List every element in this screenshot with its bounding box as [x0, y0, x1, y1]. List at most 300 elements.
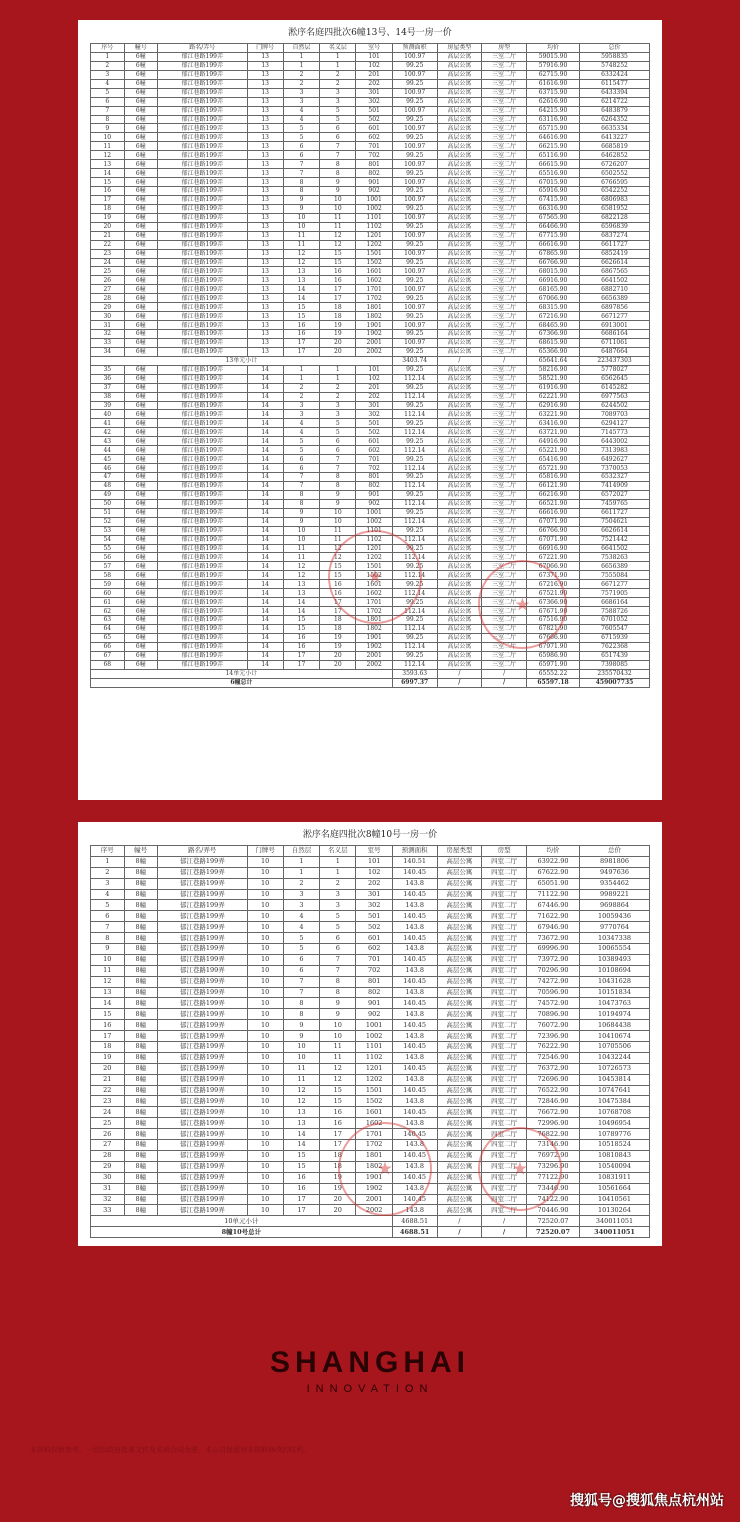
table-cell: 6671277 — [580, 580, 650, 589]
table-cell: 高层公寓 — [437, 911, 482, 922]
table-cell: 高层公寓 — [437, 1009, 482, 1020]
table-cell: 1202 — [356, 553, 392, 562]
table-cell: 1601 — [356, 267, 392, 276]
table-row — [91, 651, 650, 660]
table-cell: 三室二厅 — [482, 52, 527, 61]
table-cell: 14 — [247, 562, 283, 571]
table-cell: 高层公寓 — [437, 562, 482, 571]
table-cell: 三室二厅 — [482, 616, 527, 625]
table-row — [91, 900, 650, 911]
table-cell: 18 — [320, 1161, 356, 1172]
table-cell: 高层公寓 — [437, 70, 482, 79]
table-row — [91, 79, 650, 88]
table-cell: 140.45 — [392, 998, 437, 1009]
table-cell: 8幢 — [124, 1096, 158, 1107]
table-cell: 112.14 — [392, 553, 437, 562]
table-cell: 三室二厅 — [482, 499, 527, 508]
table-cell: 高层公寓 — [437, 517, 482, 526]
table-cell: 12 — [283, 1096, 319, 1107]
table-cell: 2 — [283, 79, 319, 88]
table-cell: 三室二厅 — [482, 553, 527, 562]
table-cell: 67666.90 — [526, 633, 579, 642]
table-cell: 四室二厅 — [482, 911, 527, 922]
table-cell: 57 — [91, 562, 125, 571]
table-cell: 高层公寓 — [437, 464, 482, 473]
table-cell: 6幢 — [124, 571, 158, 580]
table-cell: 9 — [283, 1031, 319, 1042]
table-cell: 1801 — [356, 616, 392, 625]
table-cell: 6幢 — [124, 133, 158, 142]
table-row — [91, 115, 650, 124]
table-cell: 高层公寓 — [437, 933, 482, 944]
table-cell: 13 — [247, 267, 283, 276]
table-cell: 8幢 — [124, 1042, 158, 1053]
table-cell: 99.25 — [392, 365, 437, 374]
table-cell: 四室二厅 — [482, 1172, 527, 1183]
table-cell: 郁江巷路199弄 — [158, 1183, 247, 1194]
table-cell: 郁江巷路199弄 — [158, 61, 247, 70]
table-cell: 143.8 — [392, 878, 437, 889]
table-row — [91, 1042, 650, 1053]
table-cell: 6幢 — [124, 249, 158, 258]
table-cell: 三室二厅 — [482, 142, 527, 151]
table-cell: 6幢 — [124, 419, 158, 428]
table-cell: 1 — [283, 52, 319, 61]
table-cell: 112.14 — [392, 392, 437, 401]
table-cell: 三室二厅 — [482, 580, 527, 589]
table-row — [91, 1205, 650, 1216]
table-cell: 三室二厅 — [482, 285, 527, 294]
table-row — [91, 933, 650, 944]
table-cell: 郁江巷路199弄 — [158, 965, 247, 976]
table-cell: 99.25 — [392, 473, 437, 482]
table-cell: 601 — [356, 933, 392, 944]
table-cell: 高层公寓 — [437, 142, 482, 151]
table-cell: 郁江巷路199弄 — [158, 1205, 247, 1216]
table-cell: 17 — [283, 338, 319, 347]
table-cell: 郁江巷路199弄 — [158, 499, 247, 508]
table-cell: 高层公寓 — [437, 195, 482, 204]
table-cell: 高层公寓 — [437, 1063, 482, 1074]
table-cell: 99.25 — [392, 151, 437, 160]
table-cell: 140.45 — [392, 889, 437, 900]
table-cell: 高层公寓 — [437, 303, 482, 312]
table-cell: 5 — [283, 133, 319, 142]
table-cell: 郁江巷路199弄 — [158, 633, 247, 642]
table-cell: 郁江巷路199弄 — [158, 517, 247, 526]
table-cell: 三室二厅 — [482, 330, 527, 339]
table-cell: 13 — [247, 231, 283, 240]
table-row — [91, 330, 650, 339]
table-row — [91, 553, 650, 562]
table-cell: 三室二厅 — [482, 517, 527, 526]
table-cell: 高层公寓 — [437, 330, 482, 339]
table-cell: 65721.90 — [526, 464, 579, 473]
table-cell: 6581952 — [580, 204, 650, 213]
table-cell: 23 — [91, 249, 125, 258]
table-cell: 62221.90 — [526, 392, 579, 401]
table-cell: 10 — [247, 1009, 283, 1020]
table-cell: 13 — [283, 589, 319, 598]
table-cell: 11 — [320, 222, 356, 231]
table-cell: 三室二厅 — [482, 231, 527, 240]
table-cell: 67015.90 — [526, 178, 579, 187]
table-cell: 8幢 — [124, 1150, 158, 1161]
table-cell: 67565.90 — [526, 213, 579, 222]
table-cell: 22 — [91, 240, 125, 249]
table-cell: 99.25 — [392, 312, 437, 321]
table-cell: 三室二厅 — [482, 97, 527, 106]
table-cell: 12 — [320, 240, 356, 249]
table-cell: 112.14 — [392, 535, 437, 544]
table-cell: 10431628 — [580, 976, 650, 987]
table-cell: 高层公寓 — [437, 642, 482, 651]
table-cell: 郁江巷路199弄 — [158, 437, 247, 446]
table-cell: 13 — [247, 204, 283, 213]
table-cell: 7 — [320, 954, 356, 965]
table-cell: 66766.90 — [526, 526, 579, 535]
table-cell: 郁江巷路199弄 — [158, 428, 247, 437]
table-cell: 2 — [320, 79, 356, 88]
table-cell: 高层公寓 — [437, 889, 482, 900]
table-cell: 郁江巷路199弄 — [158, 1150, 247, 1161]
table-cell: 68 — [91, 660, 125, 669]
table-cell: 143.8 — [392, 965, 437, 976]
table-cell: 65416.90 — [526, 455, 579, 464]
table-cell: 7459765 — [580, 499, 650, 508]
table-cell: 高层公寓 — [437, 526, 482, 535]
table-cell: 302 — [356, 410, 392, 419]
table-cell: 16 — [320, 580, 356, 589]
table-cell: 8幢 — [124, 933, 158, 944]
column-header: 序号 — [91, 44, 125, 53]
table-cell: 9989221 — [580, 889, 650, 900]
table-cell: 65366.90 — [526, 347, 579, 356]
table-cell: 1502 — [356, 571, 392, 580]
table-cell: 10 — [320, 517, 356, 526]
table-row — [91, 383, 650, 392]
table-cell: 14 — [247, 651, 283, 660]
table-cell: 8幢 — [124, 911, 158, 922]
table-cell: 6611727 — [580, 508, 650, 517]
table-cell: 10 — [283, 535, 319, 544]
table-row — [91, 1129, 650, 1140]
table-cell: 901 — [356, 998, 392, 1009]
table-cell: 三室二厅 — [482, 151, 527, 160]
table-cell: 76072.90 — [526, 1020, 579, 1031]
table-cell: 63922.90 — [526, 856, 579, 867]
table-cell: 302 — [356, 97, 392, 106]
table-cell: 1802 — [356, 312, 392, 321]
table-cell: 高层公寓 — [437, 392, 482, 401]
table-cell: 1201 — [356, 1063, 392, 1074]
table-cell: 郁江巷路199弄 — [158, 598, 247, 607]
table-cell: 99.25 — [392, 330, 437, 339]
summary-label: 10单元小计 — [91, 1216, 393, 1227]
table-cell: 67366.90 — [526, 598, 579, 607]
table-cell: 郁江巷路199弄 — [158, 933, 247, 944]
table-cell: 1001 — [356, 1020, 392, 1031]
table-cell: 17 — [283, 347, 319, 356]
table-cell: 11 — [91, 965, 125, 976]
table-cell: 140.45 — [392, 1020, 437, 1031]
table-cell: 13 — [91, 987, 125, 998]
table-cell: 100.97 — [392, 142, 437, 151]
table-cell: 10 — [247, 878, 283, 889]
table-cell: 1701 — [356, 1129, 392, 1140]
table-cell: 高层公寓 — [437, 481, 482, 490]
table-cell: 13 — [91, 160, 125, 169]
table-cell: 6806983 — [580, 195, 650, 204]
table-cell: 10194974 — [580, 1009, 650, 1020]
table-cell: 高层公寓 — [437, 598, 482, 607]
table-cell: 郁江巷路199弄 — [158, 178, 247, 187]
table-cell: 郁江巷路199弄 — [158, 1063, 247, 1074]
table-cell: 302 — [356, 900, 392, 911]
table-cell: 7 — [91, 922, 125, 933]
table-cell: 66215.90 — [526, 142, 579, 151]
table-cell: 13 — [247, 321, 283, 330]
table-cell: 三室二厅 — [482, 571, 527, 580]
table-cell: 2 — [283, 383, 319, 392]
table-cell: 802 — [356, 987, 392, 998]
table-cell: 15 — [320, 562, 356, 571]
table-cell: 高层公寓 — [437, 1172, 482, 1183]
table-cell: 55 — [91, 544, 125, 553]
table-cell: 郁江巷路199弄 — [158, 944, 247, 955]
table-cell: 郁江巷路199弄 — [158, 70, 247, 79]
table-cell: 13 — [283, 1118, 319, 1129]
column-header: 总价 — [580, 846, 650, 857]
table-cell: 11 — [283, 231, 319, 240]
table-cell: 65116.90 — [526, 151, 579, 160]
table-cell: 70896.90 — [526, 1009, 579, 1020]
table-cell: 17 — [91, 1031, 125, 1042]
table-cell: 99.25 — [392, 651, 437, 660]
table-cell: 24 — [91, 1107, 125, 1118]
table-cell: 5 — [320, 922, 356, 933]
table-row — [91, 392, 650, 401]
table-cell: 12 — [283, 249, 319, 258]
table-cell: 6幢 — [124, 392, 158, 401]
table-cell: 6幢 — [124, 151, 158, 160]
summary-total-price: 459007735 — [580, 678, 650, 687]
table-cell: 63721.90 — [526, 428, 579, 437]
table-cell: 6701052 — [580, 616, 650, 625]
table-cell: 7 — [283, 976, 319, 987]
table-cell: 64 — [91, 624, 125, 633]
table-cell: 四室二厅 — [482, 1118, 527, 1129]
column-header: 名义层 — [320, 44, 356, 53]
table-cell: 四室二厅 — [482, 922, 527, 933]
table-cell: 1001 — [356, 508, 392, 517]
table-cell: 3 — [320, 401, 356, 410]
table-cell: 10347338 — [580, 933, 650, 944]
table-cell: 6幢 — [124, 61, 158, 70]
table-cell: 高层公寓 — [437, 178, 482, 187]
table-cell: 10 — [247, 1172, 283, 1183]
table-cell: 11 — [283, 240, 319, 249]
table-cell: 112.14 — [392, 660, 437, 669]
table-row — [91, 998, 650, 1009]
table-cell: 6 — [320, 437, 356, 446]
table-cell: 30 — [91, 312, 125, 321]
table-cell: 12 — [91, 976, 125, 987]
table-cell: 99.25 — [392, 187, 437, 196]
table-cell: 10 — [247, 1074, 283, 1085]
table-cell: 15 — [320, 571, 356, 580]
table-cell: 高层公寓 — [437, 410, 482, 419]
table-cell: 10 — [247, 1118, 283, 1129]
table-cell: 10831911 — [580, 1172, 650, 1183]
table-cell: 6 — [283, 965, 319, 976]
table-cell: 6686164 — [580, 330, 650, 339]
table-cell: 112.14 — [392, 464, 437, 473]
table-row — [91, 473, 650, 482]
table-cell: 1901 — [356, 321, 392, 330]
table-cell: 10 — [247, 1194, 283, 1205]
table-cell: 6幢 — [124, 347, 158, 356]
table-cell: 76672.90 — [526, 1107, 579, 1118]
table-cell: 8幢 — [124, 1205, 158, 1216]
table-cell: 65 — [91, 633, 125, 642]
summary-blank: / — [437, 356, 482, 365]
table-cell: 13 — [283, 276, 319, 285]
table-cell: 53 — [91, 526, 125, 535]
table-cell: 502 — [356, 428, 392, 437]
table-cell: 74122.90 — [526, 1194, 579, 1205]
table-cell: 三室二厅 — [482, 589, 527, 598]
table-cell: 16 — [283, 1172, 319, 1183]
table-row — [91, 204, 650, 213]
total-row — [91, 1227, 650, 1238]
table-cell: 72846.90 — [526, 1096, 579, 1107]
table-cell: 6715939 — [580, 633, 650, 642]
table-cell: 14 — [247, 455, 283, 464]
table-cell: 8 — [283, 499, 319, 508]
table-cell: 10 — [283, 1042, 319, 1053]
table-cell: 6幢 — [124, 374, 158, 383]
table-cell: 高层公寓 — [437, 1107, 482, 1118]
table-row — [91, 151, 650, 160]
table-cell: 高层公寓 — [437, 374, 482, 383]
table-cell: 8幢 — [124, 1052, 158, 1063]
table-cell: 三室二厅 — [482, 455, 527, 464]
table-cell: 高层公寓 — [437, 580, 482, 589]
table-cell: 701 — [356, 954, 392, 965]
table-cell: 140.45 — [392, 867, 437, 878]
table-cell: 高层公寓 — [437, 151, 482, 160]
table-cell: 16 — [91, 187, 125, 196]
table-cell: 8幢 — [124, 1031, 158, 1042]
table-cell: 四室二厅 — [482, 944, 527, 955]
table-cell: 13 — [247, 151, 283, 160]
table-cell: 54 — [91, 535, 125, 544]
table-cell: 7 — [320, 455, 356, 464]
table-cell: 28 — [91, 294, 125, 303]
table-cell: 1001 — [356, 195, 392, 204]
table-row — [91, 410, 650, 419]
table-cell: 14 — [247, 517, 283, 526]
table-cell: 13 — [247, 187, 283, 196]
disclaimer-text: 本资料仅供参考，一切以政府批准文件及买卖合同为准，本公司保留对本资料修改的权利。 — [30, 1446, 310, 1454]
table-cell: 11 — [320, 526, 356, 535]
table-cell: 5 — [320, 911, 356, 922]
table-cell: 郁江巷路199弄 — [158, 642, 247, 651]
table-cell: 4 — [283, 911, 319, 922]
table-cell: 6492627 — [580, 455, 650, 464]
table-cell: 郁江巷路199弄 — [158, 79, 247, 88]
table-cell: 高层公寓 — [437, 922, 482, 933]
table-cell: 101 — [356, 856, 392, 867]
table-cell: 郁江巷路199弄 — [158, 1140, 247, 1151]
table-cell: 郁江巷路199弄 — [158, 562, 247, 571]
table-cell: 10747641 — [580, 1085, 650, 1096]
table-cell: 郁江巷路199弄 — [158, 1129, 247, 1140]
table-cell: 11 — [283, 1063, 319, 1074]
table-cell: 郁江巷路199弄 — [158, 1107, 247, 1118]
table-cell: 6596839 — [580, 222, 650, 231]
table-cell: 6幢 — [124, 276, 158, 285]
summary-blank: / — [482, 1216, 527, 1227]
table-cell: 76822.90 — [526, 1129, 579, 1140]
table-cell: 16 — [91, 1020, 125, 1031]
table-cell: 8幢 — [124, 1074, 158, 1085]
table-cell: 502 — [356, 922, 392, 933]
table-cell: 140.45 — [392, 1150, 437, 1161]
table-cell: 18 — [320, 1150, 356, 1161]
table-cell: 67821.90 — [526, 624, 579, 633]
table-cell: 郁江巷路199弄 — [158, 998, 247, 1009]
column-header: 路名/弄号 — [158, 846, 247, 857]
table-cell: 高层公寓 — [437, 428, 482, 437]
table-cell: 三室二厅 — [482, 115, 527, 124]
table-cell: 140.45 — [392, 1194, 437, 1205]
table-cell: 7555084 — [580, 571, 650, 580]
table-cell: 14 — [247, 571, 283, 580]
table-cell: 郁江巷路199弄 — [158, 240, 247, 249]
table-cell: 1102 — [356, 1052, 392, 1063]
table-cell: 郁江巷路199弄 — [158, 553, 247, 562]
table-cell: 三室二厅 — [482, 222, 527, 231]
table-cell: 12 — [320, 553, 356, 562]
table-cell: 1501 — [356, 249, 392, 258]
table-cell: 14 — [247, 401, 283, 410]
table-cell: 7605547 — [580, 624, 650, 633]
table-cell: 72696.90 — [526, 1074, 579, 1085]
table-cell: 100.97 — [392, 285, 437, 294]
table-cell: 6214722 — [580, 97, 650, 106]
table-cell: 郁江巷路199弄 — [158, 535, 247, 544]
table-cell: 8幢 — [124, 965, 158, 976]
table-cell: 1501 — [356, 1085, 392, 1096]
table-cell: 9 — [320, 499, 356, 508]
table-cell: 65986.90 — [526, 651, 579, 660]
table-cell: 三室二厅 — [482, 598, 527, 607]
table-cell: 14 — [247, 598, 283, 607]
table-cell: 14 — [247, 616, 283, 625]
table-cell: 67071.90 — [526, 517, 579, 526]
table-cell: 6幢 — [124, 633, 158, 642]
table-cell: 1601 — [356, 1107, 392, 1118]
table-cell: 高层公寓 — [437, 338, 482, 347]
table-cell: 66766.90 — [526, 258, 579, 267]
table-cell: 6幢 — [124, 401, 158, 410]
table-cell: 14 — [247, 642, 283, 651]
table-cell: 99.25 — [392, 204, 437, 213]
table-cell: 49 — [91, 490, 125, 499]
table-cell: 6443002 — [580, 437, 650, 446]
